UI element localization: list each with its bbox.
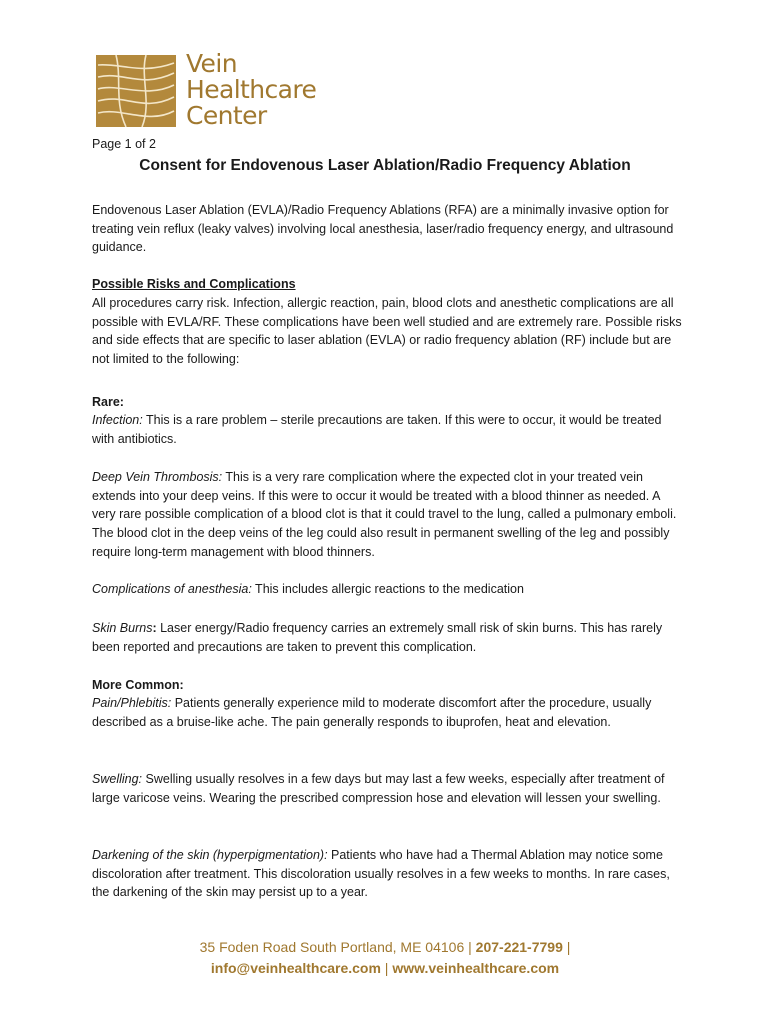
anesthesia-paragraph [92,580,682,599]
dvt-paragraph [92,468,682,562]
darkening-text: Patients who have had a Thermal Ablation may notice some discoloration after treatment. This discoloration usually resolves in a few weeks to months. In rare cases, the darkening of the skin may persist up to a year. [92,848,670,900]
swelling-term: Swelling: [92,772,143,786]
logo-line-3: Center [186,101,267,130]
footer-line-1 [0,937,770,958]
swelling-paragraph [92,770,682,807]
document-title: Consent for Endovenous Laser Ablation/Radio Frequency Ablation [139,157,631,174]
skin-burns-text: Laser energy/Radio frequency carries an extremely small risk of skin burns. This has rarely been reported and precautions are taken to prevent this complication. [92,621,663,654]
footer-email[interactable]: info@veinhealthcare.com [210,960,381,976]
anesthesia-term: Complications of anesthesia: [92,582,252,596]
footer-separator: | [380,960,393,976]
anesthesia-text: This includes allergic reactions to the medication [251,582,524,596]
footer-separator: | [464,939,476,955]
swelling-text: Swelling usually resolves in a few days but may last a few weeks, especially after treatment of large varicose veins. Wearing the prescribed compression hose and elevation will lessen your swelling. [92,772,665,805]
logo [96,49,326,130]
risks-paragraph: All procedures carry risk. Infection, allergic reaction, pain, blood clots and anesthetic complications are all possible with EVLA/RF. These complications have been well studied and are extremely rare. Possible risks and side effects that are specific to laser ablation (EVLA) or radio frequency ablation (RF) include but are not limited to the following: [92,296,682,367]
risks-heading: Possible Risks and Complications [92,277,296,291]
skin-burns-colon: : [152,621,157,635]
page-number: Page 1 of 2 [92,137,156,151]
pain-term: Pain/Phlebitis: [92,696,172,710]
footer-phone[interactable]: 207-221-7799 [475,939,563,955]
infection-text: This is a rare problem – sterile precautions are taken. If this were to occur, it would be treated with antibiotics. [92,413,662,446]
footer-address: 35 Foden Road South Portland, ME 04106 [199,939,465,955]
more-common-heading: More Common: [92,678,184,692]
dvt-term: Deep Vein Thrombosis: [92,470,223,484]
footer-line-2 [0,958,770,979]
intro-paragraph: Endovenous Laser Ablation (EVLA)/Radio Frequency Ablations (RFA) are a minimally invasive option for treating vein reflux (leaky valves) involving local anesthesia, laser/radio frequency energy, and ultrasound guidance. [92,203,674,255]
logo-line-2: Healthcare [186,75,317,104]
footer-separator: | [562,939,571,955]
logo-mark-icon [96,55,176,127]
skin-burns-term: Skin Burns [92,621,153,635]
pain-paragraph [92,694,682,731]
skin-burns-paragraph [92,619,682,656]
infection-paragraph [92,411,682,448]
darkening-paragraph [92,846,682,902]
darkening-term: Darkening of the skin (hyperpigmentation): [92,848,328,862]
logo-wordmark [186,51,316,129]
rare-heading: Rare: [92,395,124,409]
pain-text: Patients generally experience mild to moderate discomfort after the procedure, usually described as a bruise-like ache. The pain generally responds to ibuprofen, heat and elevation. [92,696,652,729]
logo-line-1: Vein [186,49,237,78]
footer-website[interactable]: www.veinhealthcare.com [392,960,560,976]
infection-term: Infection: [92,413,143,427]
dvt-text: This is a very rare complication where the expected clot in your treated vein extends into your deep veins. If this were to occur it would be treated with a blood thinner as needed. A very rare possible complication of a blood clot is that it could travel to the lung, called a pulmonary emboli. The blood clot in the deep veins of the leg could also result in permanent swelling of the leg and possibly require long-term management with blood thinners. [92,470,677,559]
